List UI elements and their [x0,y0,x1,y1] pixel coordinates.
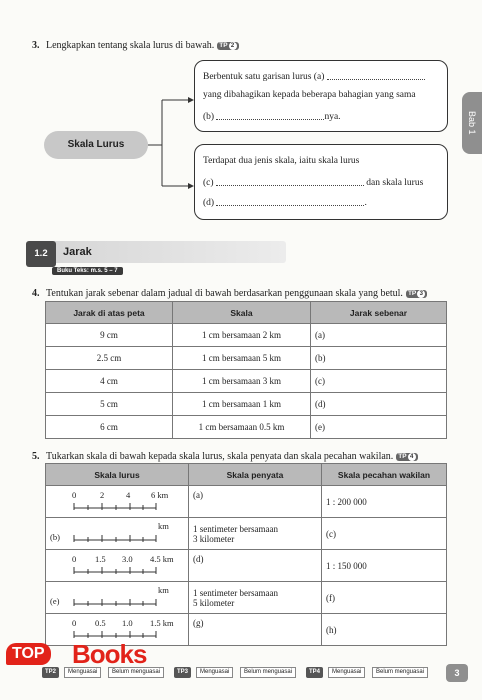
statement-line: 5 kilometer [193,597,235,608]
scale-tick-label: 0 [72,489,77,500]
scale-bar [50,488,190,516]
statement-cell [189,582,322,614]
col-header-scale: Skala [173,302,311,324]
answer-cell[interactable]: (g) [189,614,322,646]
skala-lurus-label: Skala Lurus [44,131,148,159]
statement-line: 1 sentimeter bersamaan [193,523,278,534]
types-line-2 [203,177,439,197]
table-cell: 5 cm [46,393,173,416]
question-5-prompt: Tukarkan skala di bawah kepada skala lurus, skala penyata dan skala pecahan wakilan. [46,451,394,462]
scale-bar [50,552,190,580]
linear-scale-cell [46,550,189,582]
not-mastery-checkbox[interactable]: Belum menguasai [372,667,428,678]
answer-cell[interactable]: (c) [322,518,447,550]
answer-cell[interactable]: (h) [322,614,447,646]
tp-badge [396,453,417,461]
col-header-actual-distance: Jarak sebenar [311,302,447,324]
types-suffix: dan skala lurus [366,178,424,188]
tp-badge-label: TP [219,42,228,49]
footer-tp-label: TP2 [42,667,59,678]
answer-cell[interactable]: (a) [189,486,322,518]
question-4-text [46,288,427,299]
scale-conversion-table [45,463,447,646]
blank-d[interactable] [216,197,367,208]
tp-badge-number: 3 [417,290,425,298]
linear-scale-blank[interactable] [50,520,184,548]
table-cell: 9 cm [46,324,173,347]
blank-a[interactable] [327,71,425,80]
answer-cell[interactable]: (c) [311,370,447,393]
question-5-number: 5. [32,451,40,462]
blank-d-label: (d) [203,198,215,208]
question-3-prompt: Lengkapkan tentang skala lurus di bawah. [46,40,215,51]
statement-cell [189,518,322,550]
mastery-checkbox[interactable]: Menguasai [64,667,101,678]
table-row [46,486,447,518]
table-row [46,347,447,370]
definition-line-3 [203,111,439,123]
linear-scale-cell[interactable] [46,518,189,550]
table-cell: 1 cm bersamaan 0.5 km [173,416,311,439]
blank-c-label: (c) [203,178,214,188]
scale-tick-label: 2 [100,489,105,500]
blank-b[interactable] [216,111,324,120]
table-row [46,416,447,439]
scale-unit: km [158,520,169,531]
table-row [46,582,447,614]
table-cell: 1 cm bersamaan 5 km [173,347,311,370]
scale-tick-label: 0.5 [95,617,106,628]
types-line-1: Terdapat dua jenis skala, iaitu skala lurus [203,156,360,166]
table-cell: 2.5 cm [46,347,173,370]
scale-unit: km [158,584,169,595]
scale-bar [50,584,190,612]
not-mastery-checkbox[interactable]: Belum menguasai [240,667,296,678]
blank-label: (b) [50,531,60,542]
definition-suffix: nya. [324,112,341,122]
tp-badge-label: TP [398,453,407,460]
answer-cell[interactable]: (f) [322,582,447,614]
types-box [194,144,448,220]
section-number: 1.2 [26,241,56,267]
question-4-number: 4. [32,288,40,299]
scale-tick-label: 4.5 km [150,553,174,564]
scale-tick-label: 4 [126,489,131,500]
table-cell: 1 cm bersamaan 3 km [173,370,311,393]
linear-scale [50,552,184,580]
section-title: Jarak [63,246,92,258]
table-row [46,550,447,582]
table-row [46,518,447,550]
table-cell: 1 : 150 000 [322,550,447,582]
table-cell: 1 cm bersamaan 1 km [173,393,311,416]
answer-cell[interactable]: (e) [311,416,447,439]
scale-bar [50,520,190,548]
chapter-tab: Bab 1 [462,92,482,154]
mastery-checkbox[interactable]: Menguasai [328,667,365,678]
textbook-reference: Buku Teks: m.s. 5 – 7 [52,267,123,275]
page-number: 3 [446,664,468,682]
mastery-checkbox[interactable]: Menguasai [196,667,233,678]
tp-badge-label: TP [407,290,417,297]
definition-box [194,60,448,132]
scale-tick-label: 0 [72,553,77,564]
tp-badge-number: 2 [229,42,237,50]
table-cell: 1 : 200 000 [322,486,447,518]
definition-line-2: yang dibahagikan kepada beberapa bahagian yang sama [203,90,416,100]
scale-tick-label: 1.5 [95,553,106,564]
linear-scale-cell[interactable] [46,582,189,614]
linear-scale [50,488,184,516]
answer-cell[interactable]: (d) [189,550,322,582]
footer-tp-label: TP4 [306,667,323,678]
table-cell: 6 cm [46,416,173,439]
col-header-linear-scale: Skala lurus [46,464,189,486]
scale-tick-label: 1.0 [122,617,133,628]
answer-cell[interactable]: (d) [311,393,447,416]
blank-c[interactable] [216,177,364,186]
table-cell: 4 cm [46,370,173,393]
col-header-fraction-scale: Skala pecahan wakilan [322,464,447,486]
definition-text-a: Berbentuk satu garisan lurus (a) [203,72,325,82]
col-header-statement-scale: Skala penyata [189,464,322,486]
not-mastery-checkbox[interactable]: Belum menguasai [108,667,164,678]
question-3-number: 3. [32,40,40,51]
scale-tick-label: 1.5 km [150,617,174,628]
scale-tick-label: 6 km [151,489,169,500]
tp-badge [406,290,427,298]
answer-cell[interactable]: (b) [311,347,447,370]
footer-tp-label: TP3 [174,667,191,678]
question-4-prompt: Tentukan jarak sebenar dalam jadual di bawah berdasarkan penggunaan skala yang betul. [46,288,403,299]
question-5-text [46,451,418,462]
statement-line: 3 kilometer [193,533,235,544]
table-row [46,324,447,347]
logo-top-text: TOP [6,643,51,665]
tp-badge-number: 4 [408,453,416,461]
definition-line-1 [203,71,439,91]
types-line-3 [203,197,439,209]
blank-label: (e) [50,595,60,606]
scale-tick-label: 0 [72,617,77,628]
table-row [46,393,447,416]
scale-tick-label: 3.0 [122,553,133,564]
statement-line: 1 sentimeter bersamaan [193,587,278,598]
answer-cell[interactable]: (a) [311,324,447,347]
types-end: . [364,198,367,208]
col-header-map-distance: Jarak di atas peta [46,302,173,324]
topbooks-logo [6,639,186,683]
linear-scale-blank[interactable] [50,584,184,612]
distance-table [45,301,447,439]
table-row [46,370,447,393]
linear-scale-cell [46,486,189,518]
table-cell: 1 cm bersamaan 2 km [173,324,311,347]
logo-books-text: Books [72,639,147,669]
blank-b-label: (b) [203,112,215,122]
